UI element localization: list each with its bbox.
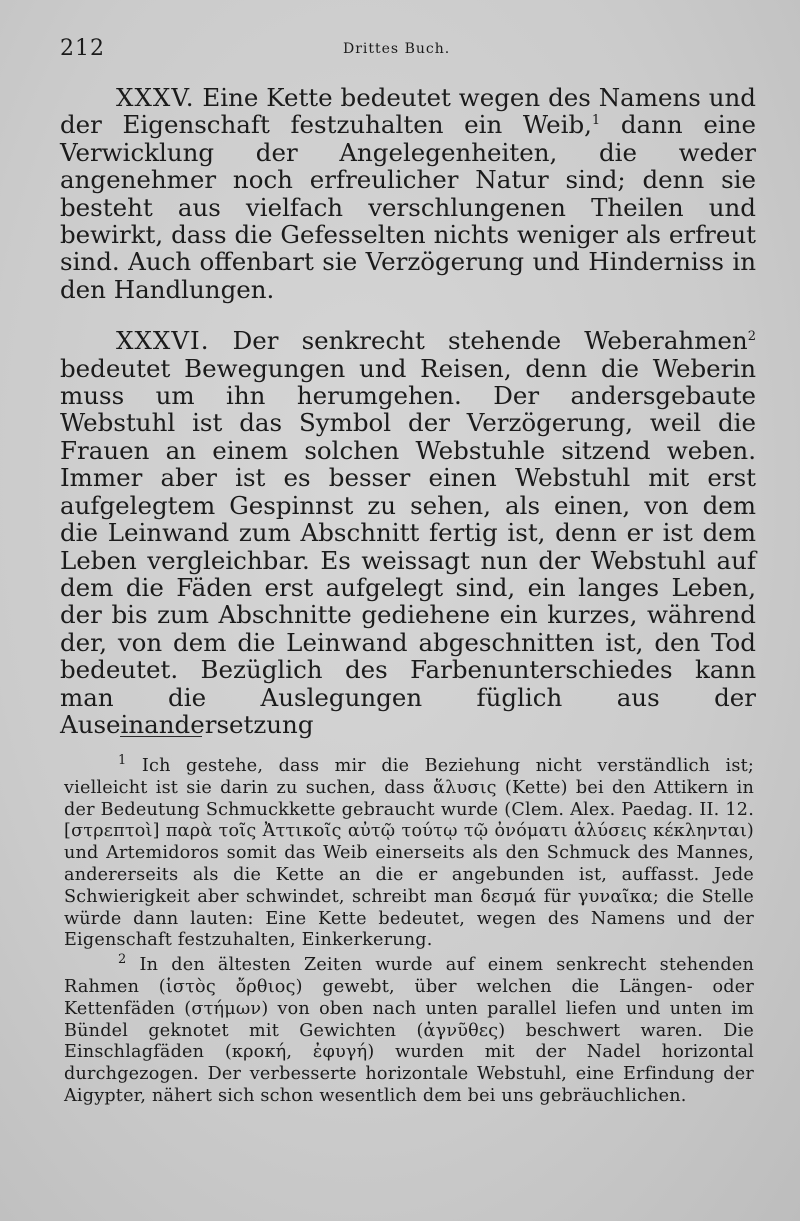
footnote-text: In den ältesten Zeiten wurde auf einem senkrecht stehenden Rahmen (ἱστὸς ὄρθιος) gewebt, über welchen die Längen- oder Kettenfäden (στήμων) von oben nach unten parallel liefen und unten im Bündel geknotet mit Gewichten (ἀγνῦθες) beschwert waren. Die Einschlagfäden (κροκή, ἐφυγή) wurden mit der Nadel horizontal durchgezogen. Der verbesserte horizontale Webstuhl, eine Erfindung der Aigypter, nähert sich schon wesentlich dem bei uns gebräuchlichen.	[64, 955, 754, 1106]
page-number: 212	[60, 36, 105, 61]
footnote-text: Ich gestehe, dass mir die Beziehung nicht verständlich ist; vielleicht ist sie darin zu suchen, dass ἅλυσις (Kette) bei den Attikern in der Bedeutung Schmuckkette gebraucht wurde (Clem. Alex. Paedag. II. 12. [στρεπτοὶ] παρὰ τοῖς Ἀττικοῖς αὐτῷ τούτῳ τῷ ὀνόματι ἁλύσεις κέκληνται) und Artemidoros somit das Weib einerseits als den Schmuck des Mannes, andererseits als die Kette an die er angebunden ist, auffasst. Jede Schwierigkeit aber schwindet, schreibt man δεσμά für γυναῖκα; die Stelle würde dann lauten: Eine Kette bedeutet, wegen des Namens und der Eigenschaft festzuhalten, Einkerkerung.	[64, 756, 755, 951]
footnote-divider	[120, 736, 202, 737]
running-head: Drittes Buch.	[343, 41, 451, 57]
footnote-2	[64, 952, 754, 1108]
footnotes	[64, 753, 755, 1111]
section-numeral: XXXV.	[116, 83, 195, 112]
paragraph-text: Eine Kette bedeutet wegen des Namens und der Eigenschaft festzuhalten ein Weib,	[60, 83, 756, 140]
paragraph-text-continued: bedeutet Bewegungen und Reisen, denn die Weberin muss um ihn herumgehen. Der andersgebaute Webstuhl ist das Symbol der Verzögerung, weil die Frauen an einem solchen Webstuhle sitzend weben. Immer aber ist es besser einen Webstuhl mit erst aufgelegtem Gespinnst zu sehen, als einen, von dem die Leinwand zum Abschnitt fertig ist, denn er ist dem Leben vergleichbar. Es weissagt nun der Webstuhl auf dem die Fäden erst aufgelegt sind, ein langes Leben, der bis zum Abschnitte gediehene ein kurzes, während der, von dem die Leinwand abgeschnitten ist, den Tod bedeutet. Bezüglich des Farbenunterschiedes kann man die Auslegungen füglich aus der Auseinandersetzung	[60, 353, 756, 739]
page-header	[60, 36, 740, 66]
footnote-1	[64, 753, 755, 952]
footnote-reference: 1	[591, 113, 601, 129]
footnote-marker: 2	[118, 952, 127, 968]
footnote-reference: 2	[747, 329, 756, 345]
paragraph-text: Der senkrecht stehende Weberahmen	[232, 326, 748, 356]
footnote-marker: 1	[118, 753, 127, 769]
paragraph-xxxvi	[60, 327, 756, 738]
main-text	[60, 84, 756, 762]
section-numeral: XXXVI.	[116, 326, 210, 356]
paragraph-xxxv	[60, 84, 756, 303]
paragraph-text-continued: dann eine Verwicklung der Angelegenheiten, die weder angenehmer noch erfreulicher Natur sind; denn sie besteht aus vielfach verschlungenen Theilen und bewirkt, dass die Gefesselten nichts weniger als erfreut sind. Auch offenbart sie Verzögerung und Hinderniss in den Handlungen.	[60, 110, 756, 304]
